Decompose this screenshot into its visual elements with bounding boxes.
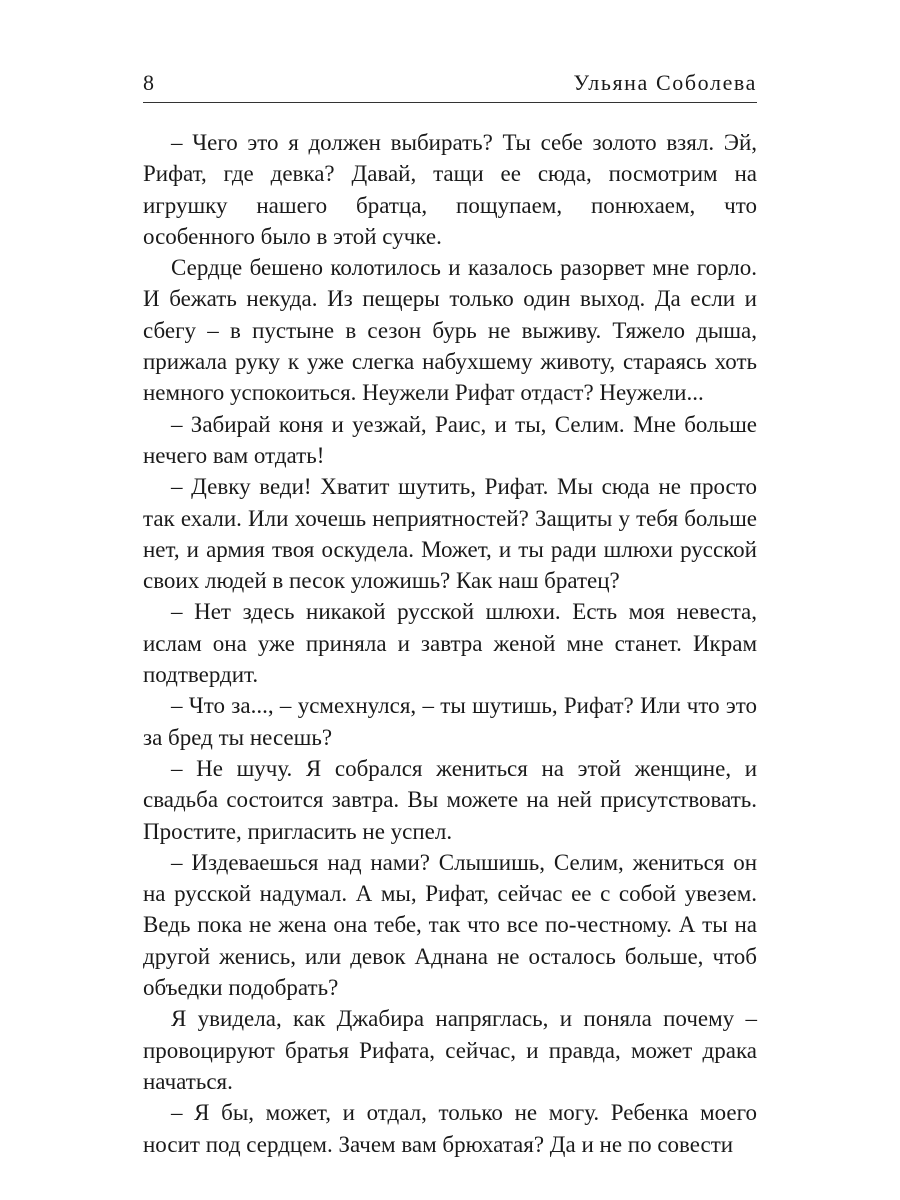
book-page bbox=[143, 0, 757, 1200]
paragraph: – Издеваешься над нами? Слышишь, Селим, жениться он на русской надумал. А мы, Рифат, сейчас ее с собой увезем. Ведь пока не жена она тебе, так что все по-честному. А ты на другой женись, или девок Аднана не осталось больше, чтоб объедки подобрать? bbox=[143, 849, 757, 1001]
paragraph: – Чего это я должен выбирать? Ты себе золото взял. Эй, Рифат, где девка? Давай, тащи ее сюда, посмотрим на игрушку нашего братца, пощупаем, понюхаем, что особенного было в этой сучке. bbox=[143, 130, 757, 249]
paragraph: Я увидела, как Джабира напряглась, и поняла почему – провоцируют братья Рифата, сейчас, и правда, может драка начаться. bbox=[143, 1006, 757, 1094]
paragraph: – Девку веди! Хватит шутить, Рифат. Мы сюда не просто так ехали. Или хочешь неприятностей? Защиты у тебя больше нет, и армия твоя оскудела. Может, и ты ради шлюхи русской своих людей в песок уложишь? Как наш братец? bbox=[143, 474, 757, 594]
paragraph: Сердце бешено колотилось и казалось разорвет мне горло. И бежать некуда. Из пещеры только один выход. Да если и сбегу – в пустыне в сезон бурь не выживу. Тяжело дыша, прижала руку к уже слегка набухшему животу, стараясь хоть немного успокоиться. Неужели Рифат отдаст? Неужели... bbox=[143, 255, 757, 406]
text-body bbox=[143, 127, 757, 1160]
author-name: Ульяна Соболева bbox=[573, 70, 757, 95]
paragraph: – Нет здесь никакой русской шлюхи. Есть моя невеста, ислам она уже приняла и завтра женой мне станет. Икрам подтвердит. bbox=[143, 599, 757, 688]
running-header bbox=[143, 68, 757, 103]
paragraph: – Я бы, может, и отдал, только не могу. Ребенка моего носит под сердцем. Зачем вам брюхатая? Да и не по совести bbox=[143, 1100, 757, 1157]
paragraph: – Не шучу. Я собрался жениться на этой женщине, и свадьба состоится завтра. Вы можете на ней присутствовать. Простите, пригласить не успел. bbox=[143, 755, 757, 844]
paragraph: – Забирай коня и уезжай, Раис, и ты, Селим. Мне больше нечего вам отдать! bbox=[143, 411, 757, 468]
page-number: 8 bbox=[143, 70, 154, 95]
paragraph: – Что за..., – усмехнулся, – ты шутишь, Рифат? Или что это за бред ты несешь? bbox=[143, 693, 757, 750]
